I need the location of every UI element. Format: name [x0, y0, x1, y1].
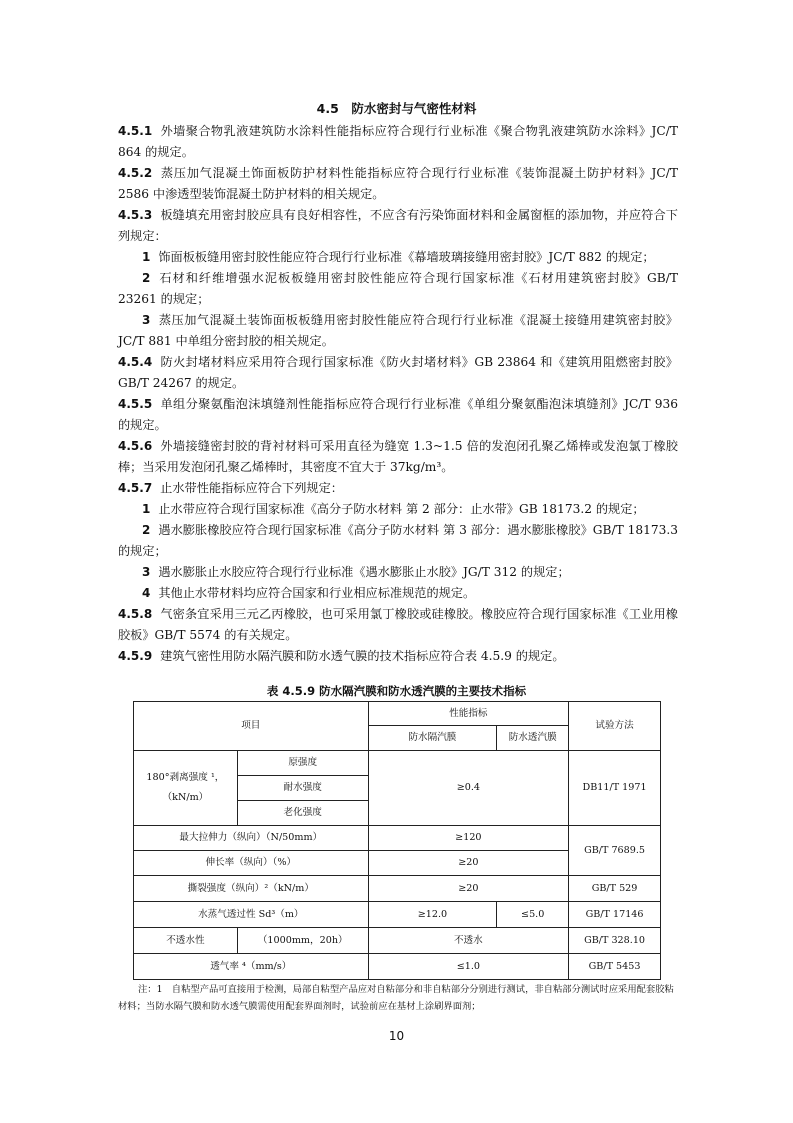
- clause-number: 4.5.7: [118, 481, 153, 495]
- clause-number: 4.5.1: [118, 124, 153, 138]
- clause-4-5-2: [118, 163, 678, 205]
- air-label: 透气率 ⁴（mm/s）: [134, 954, 369, 980]
- clause-text: 止水带性能指标应符合下列规定：: [160, 481, 343, 495]
- tensile-label: 最大拉伸力（纵向）（N/50mm）: [134, 826, 369, 851]
- item-text: 止水带应符合现行国家标准《高分子防水材料 第 2 部分：止水带》GB 18173.2 的规定；: [158, 502, 645, 516]
- item-number: 2: [142, 271, 151, 285]
- clause-4-5-8: [118, 604, 678, 646]
- item-text: 蒸压加气混凝土装饰面板板缝用密封胶性能应符合现行行业标准《混凝土接缝用建筑密封胶》JC/T 881 中单组分密封胶的相关规定。: [118, 313, 678, 348]
- tear-value: ≥20: [368, 876, 569, 902]
- air-method: GB/T 5453: [569, 954, 661, 980]
- elong-value: ≥20: [368, 851, 569, 876]
- table-row: [134, 902, 661, 928]
- header-performance: 性能指标: [368, 702, 569, 726]
- item-text: 遇水膨胀橡胶应符合现行国家标准《高分子防水材料 第 3 部分：遇水膨胀橡胶》GB/T 18173.3 的规定；: [118, 523, 678, 558]
- table-caption: 表 4.5.9 防水隔汽膜和防水透汽膜的主要技术指标: [266, 684, 527, 698]
- clause-list: [118, 121, 678, 667]
- table-row: [134, 751, 661, 776]
- clause-number: 4.5.8: [118, 607, 153, 621]
- section-title: 4.5 防水密封与气密性材料: [316, 101, 477, 116]
- clause-text: 板缝填充用密封胶应具有良好相容性，不应含有污染饰面材料和金属窗框的添加物，并应符合下列规定：: [118, 208, 678, 243]
- item-text: 石材和纤维增强水泥板板缝用密封胶性能应符合现行国家标准《石材用建筑密封胶》GB/T 23261 的规定；: [118, 271, 678, 306]
- item-text: 遇水膨胀止水胶应符合现行行业标准《遇水膨胀止水胶》JG/T 312 的规定；: [158, 565, 570, 579]
- tensile-value: ≥120: [368, 826, 569, 851]
- peel-sub-water: 耐水强度: [237, 776, 368, 801]
- clause-text: 防火封堵材料应采用符合现行国家标准《防火封堵材料》GB 23864 和《建筑用阻燃密封胶》GB/T 24267 的规定。: [118, 355, 678, 390]
- clause-number: 4.5.6: [118, 439, 153, 453]
- table-row: [134, 928, 661, 954]
- vapor-breathable-value: ≤5.0: [497, 902, 569, 928]
- table-row: [134, 954, 661, 980]
- item-text: 其他止水带材料均应符合国家和行业相应标准规范的规定。: [158, 586, 476, 600]
- item-number: 4: [142, 586, 151, 600]
- clause-number: 4.5.2: [118, 166, 153, 180]
- peel-method: DB11/T 1971: [569, 751, 661, 826]
- table-header-row: [134, 702, 661, 726]
- item-text: 饰面板板缝用密封胶性能应符合现行行业标准《幕墙玻璃接缝用密封胶》JC/T 882 的规定；: [158, 250, 655, 264]
- item-number: 1: [142, 250, 151, 264]
- header-item: 项目: [134, 702, 369, 751]
- clause-text: 蒸压加气混凝土饰面板防护材料性能指标应符合现行行业标准《装饰混凝土防护材料》JC/T 2586 中渗透型装饰混凝土防护材料的相关规定。: [118, 166, 678, 201]
- header-breathable: 防水透汽膜: [497, 726, 569, 751]
- vapor-label: 水蒸气透过性 Sd³（m）: [134, 902, 369, 928]
- peel-unit: （kN/m）: [162, 792, 209, 803]
- page-number: 10: [388, 1029, 405, 1043]
- clause-4-5-7-item-3: [118, 562, 678, 583]
- clause-4-5-5: [118, 394, 678, 436]
- vapor-method: GB/T 17146: [569, 902, 661, 928]
- clause-text: 外墙聚合物乳液建筑防水涂料性能指标应符合现行行业标准《聚合物乳液建筑防水涂料》JC/T 864 的规定。: [118, 124, 678, 159]
- clause-text: 单组分聚氨酯泡沫填缝剂性能指标应符合现行行业标准《单组分聚氨酯泡沫填缝剂》JC/T 936 的规定。: [118, 397, 678, 432]
- item-number: 2: [142, 523, 151, 537]
- water-condition: （1000mm，20h）: [237, 928, 368, 954]
- clause-4-5-7-item-4: [118, 583, 678, 604]
- table-footnote: 注：1 自粘型产品可直接用于检测，局部自粘型产品应对自粘部分和非自粘部分分别进行测试，非自粘部分测试时应采用配套胶粘材料；当防水隔气膜和防水透气膜需使用配套界面剂时，试验前应在基材上涂刷界面剂；: [118, 984, 674, 1012]
- clause-number: 4.5.4: [118, 355, 153, 369]
- table-row: [134, 876, 661, 902]
- clause-number: 4.5.9: [118, 649, 153, 663]
- clause-text: 气密条宜采用三元乙丙橡胶，也可采用氯丁橡胶或硅橡胶。橡胶应符合现行国家标准《工业用橡胶板》GB/T 5574 的有关规定。: [118, 607, 678, 642]
- clause-4-5-7: [118, 478, 678, 499]
- water-label: 不透水性: [134, 928, 238, 954]
- clause-4-5-7-item-1: [118, 499, 678, 520]
- header-method: 试验方法: [569, 702, 661, 751]
- clause-4-5-3-item-2: [118, 268, 678, 310]
- clause-4-5-6: [118, 436, 678, 478]
- clause-text: 外墙接缝密封胶的背衬材料可采用直径为缝宽 1.3~1.5 倍的发泡闭孔聚乙烯棒或发泡氯丁橡胶棒；当采用发泡闭孔聚乙烯棒时，其密度不宜大于 37kg/m³。: [118, 439, 678, 474]
- tear-method: GB/T 529: [569, 876, 661, 902]
- clause-number: 4.5.3: [118, 208, 153, 222]
- peel-sub-original: 原强度: [237, 751, 368, 776]
- table-row: [134, 826, 661, 851]
- tensile-method: GB/T 7689.5: [569, 826, 661, 876]
- vapor-barrier-value: ≥12.0: [368, 902, 497, 928]
- peel-sub-aging: 老化强度: [237, 801, 368, 826]
- tear-label: 撕裂强度（纵向）²（kN/m）: [134, 876, 369, 902]
- header-barrier: 防水隔汽膜: [368, 726, 497, 751]
- clause-text: 建筑气密性用防水隔汽膜和防水透气膜的技术指标应符合表 4.5.9 的规定。: [160, 649, 565, 663]
- peel-value: ≥0.4: [368, 751, 569, 826]
- clause-4-5-4: [118, 352, 678, 394]
- air-value: ≤1.0: [368, 954, 569, 980]
- clause-4-5-3: [118, 205, 678, 247]
- item-number: 3: [142, 565, 151, 579]
- clause-4-5-7-item-2: [118, 520, 678, 562]
- item-number: 1: [142, 502, 151, 516]
- spec-table: [133, 701, 661, 980]
- peel-label-cell: [134, 751, 238, 826]
- item-number: 3: [142, 313, 151, 327]
- peel-label: 180°剥离强度 ¹，: [146, 772, 225, 783]
- water-value: 不透水: [368, 928, 569, 954]
- clause-4-5-9: [118, 646, 678, 667]
- water-method: GB/T 328.10: [569, 928, 661, 954]
- elong-label: 伸长率（纵向）（%）: [134, 851, 369, 876]
- clause-4-5-1: [118, 121, 678, 163]
- clause-4-5-3-item-1: [118, 247, 678, 268]
- clause-4-5-3-item-3: [118, 310, 678, 352]
- clause-number: 4.5.5: [118, 397, 153, 411]
